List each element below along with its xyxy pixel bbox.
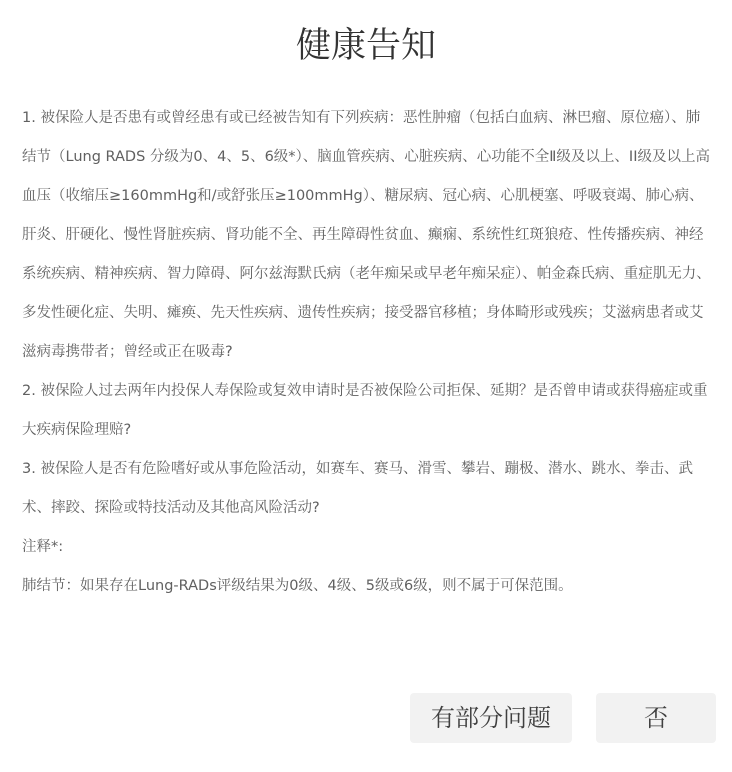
- partial-issues-button[interactable]: 有部分问题: [410, 693, 572, 743]
- page-title: 健康告知: [295, 26, 436, 66]
- note-text: 肺结节：如果存在Lung-RADs评级结果为0级、4级、5级或6级，则不属于可保范围。: [22, 578, 573, 594]
- health-declaration-content: [22, 99, 714, 606]
- no-button[interactable]: 否: [596, 693, 716, 743]
- question-3: 3. 被保险人是否有危险嗜好或从事危险活动，如赛车、赛马、滑雪、攀岩、蹦极、潜水、跳水、拳击、武术、摔跤、探险或特技活动及其他高风险活动?: [22, 461, 693, 516]
- note-heading: 注释*:: [22, 539, 64, 555]
- question-2: 2. 被保险人过去两年内投保人寿保险或复效申请时是否被保险公司拒保、延期？是否曾申请或获得癌症或重大疾病保险理赔?: [22, 383, 708, 438]
- question-1: 1. 被保险人是否患有或曾经患有或已经被告知有下列疾病：恶性肿瘤（包括白血病、淋巴瘤、原位癌）、肺结节（Lung RADS 分级为0、4、5、6级*）、脑血管疾病、心脏疾病、心功能不全Ⅱ级及以上、II级及以上高血压（收缩压≥160mmHg和/或舒张压≥100mmHg）、糖尿病、冠心病、心肌梗塞、呼吸衰竭、肺心病、肝炎、肝硬化、慢性肾脏疾病、肾功能不全、再生障碍性贫血、癫痫、系统性红斑狼疮、性传播疾病、神经系统疾病、精神疾病、智力障碍、阿尔兹海默氏病（老年痴呆或早老年痴呆症）、帕金森氏病、重症肌无力、多发性硬化症、失明、瘫痪、先天性疾病、遗传性疾病；接受器官移植；身体畸形或残疾；艾滋病患者或艾滋病毒携带者；曾经或正在吸毒?: [22, 110, 711, 360]
